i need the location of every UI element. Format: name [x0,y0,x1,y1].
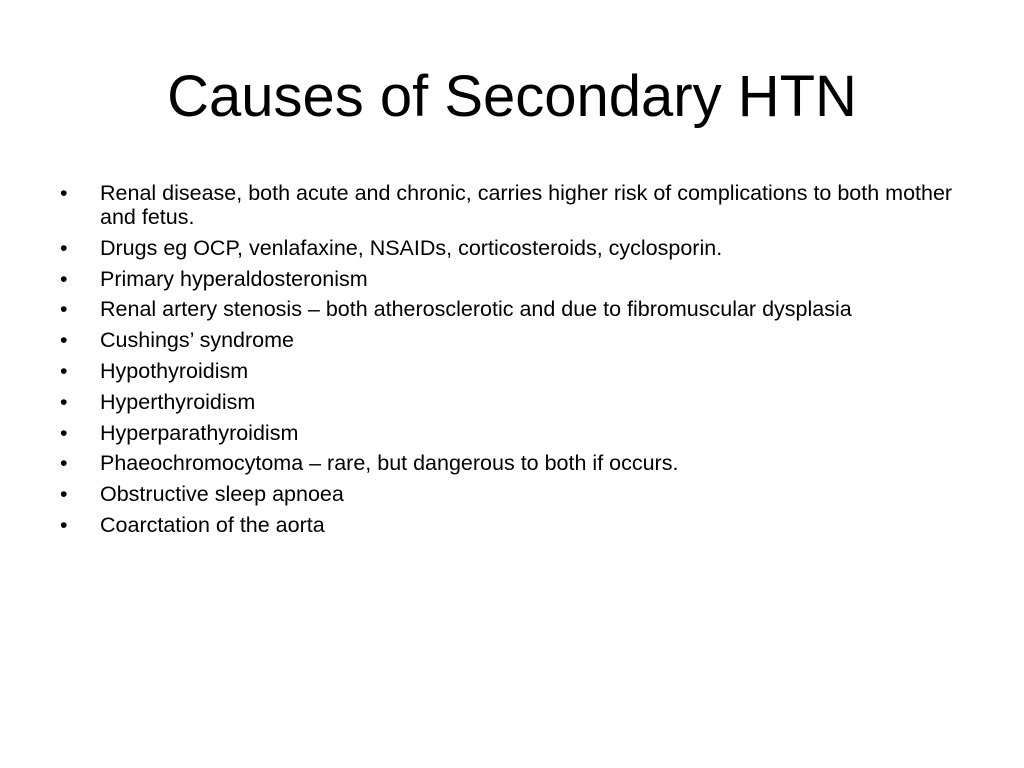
list-item-text: Phaeochromocytoma – rare, but dangerous to both if occurs. [100,451,679,476]
list-item-text: Cushings’ syndrome [100,328,294,353]
list-item [60,482,960,506]
list-item-text: Drugs eg OCP, venlafaxine, NSAIDs, corticosteroids, cyclosporin. [100,235,723,260]
list-item-text: Primary hyperaldosteronism [100,266,368,291]
list-item-text: Hyperparathyroidism [100,420,299,445]
list-item-text: Hypothyroidism [100,358,249,383]
list-item [60,297,960,321]
bullet-icon: • [60,235,68,260]
list-item-text: Coarctation of the aorta [100,512,325,537]
bullet-icon: • [60,512,68,537]
bullet-icon: • [60,389,68,414]
list-item [60,390,960,414]
bullet-icon: • [60,482,68,507]
list-item-text: Obstructive sleep apnoea [100,482,344,507]
list-item-text: Renal disease, both acute and chronic, carries higher risk of complications to both mother and fetus. [100,181,953,229]
list-item [60,421,960,445]
list-item [60,513,960,537]
bullet-icon: • [60,451,68,476]
list-item [60,181,960,229]
bullet-icon: • [60,181,68,205]
bullet-icon: • [60,358,68,383]
bullet-icon: • [60,297,68,322]
list-item [60,359,960,383]
list-item [60,236,960,260]
list-item-text: Hyperthyroidism [100,389,256,414]
list-item-text: Renal artery stenosis – both atherosclerotic and due to fibromuscular dysplasia [100,297,852,322]
bullet-icon: • [60,420,68,445]
list-item [60,267,960,291]
slide-title: Causes of Secondary HTN [167,64,857,129]
bullet-icon: • [60,266,68,291]
list-item [60,451,960,475]
bullet-icon: • [60,328,68,353]
bullet-list [60,181,960,544]
list-item [60,328,960,352]
